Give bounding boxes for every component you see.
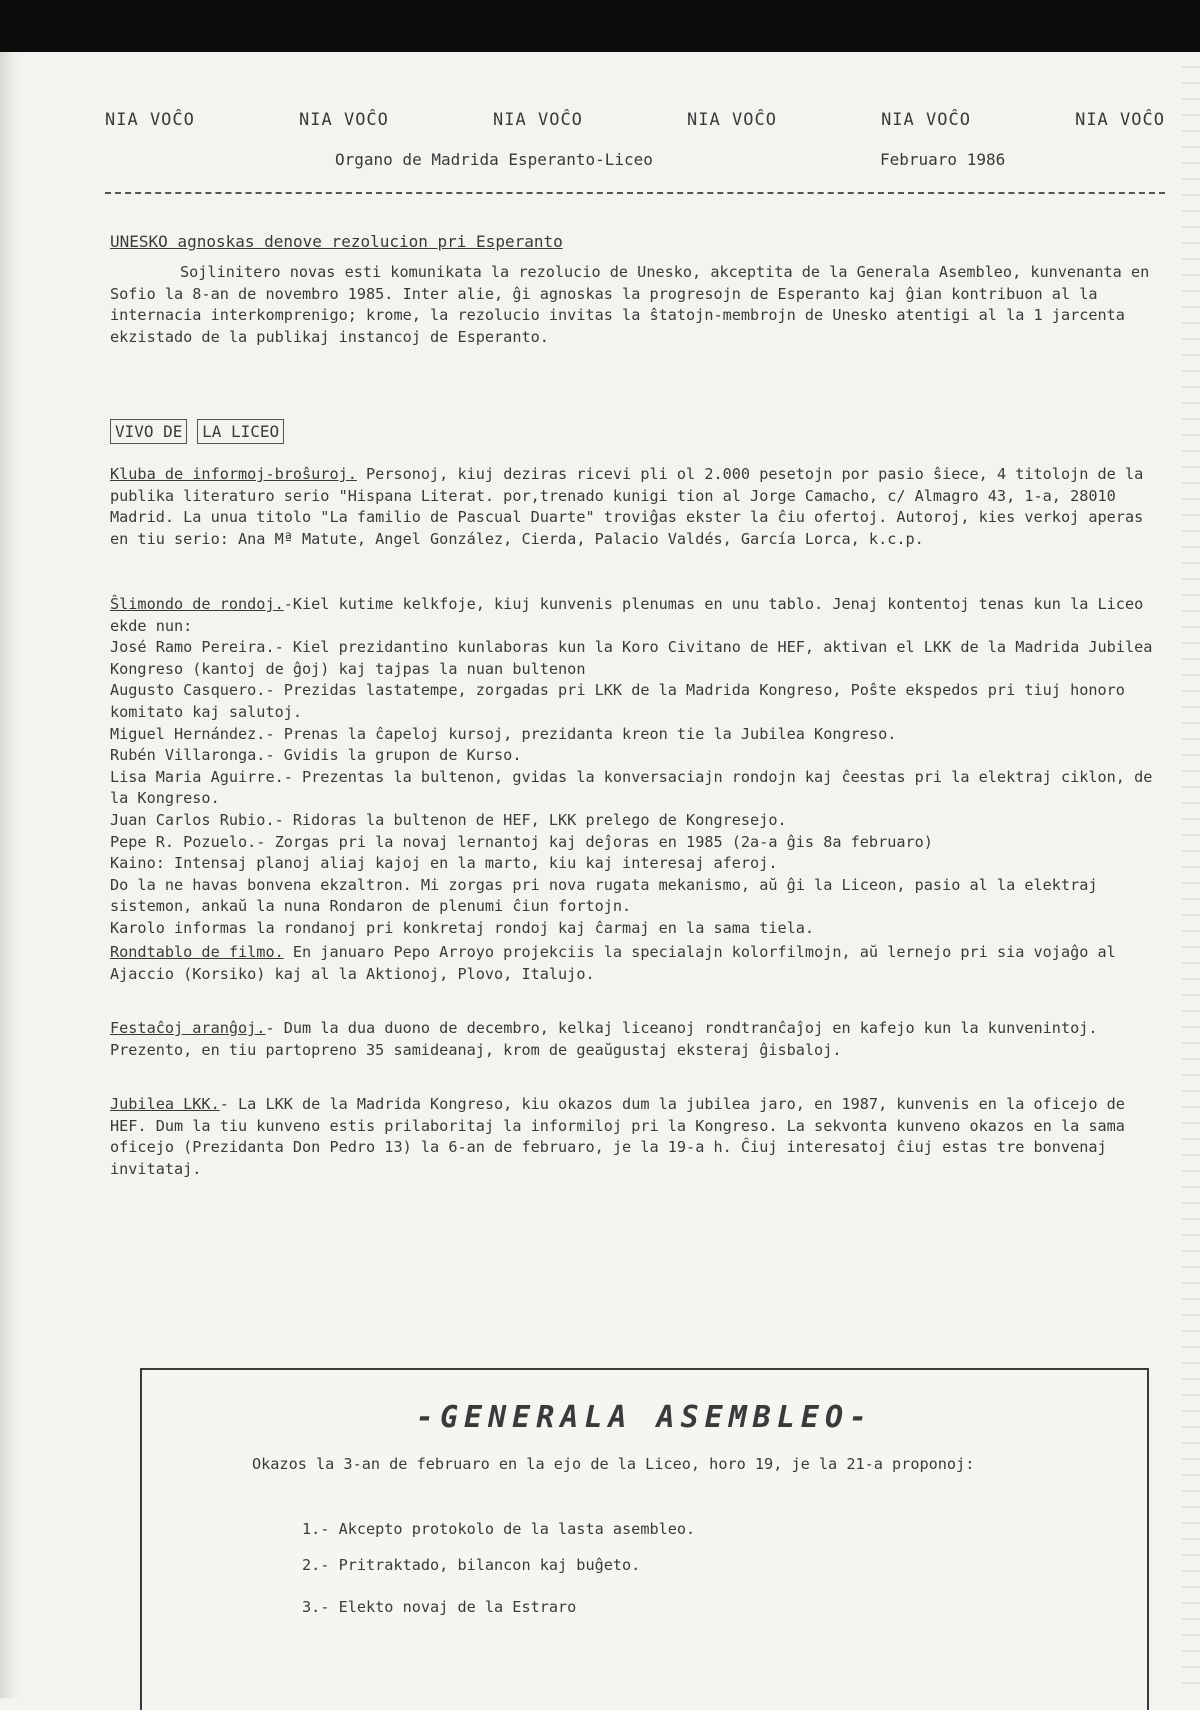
bulletin-page [95,52,1175,1698]
masthead-word: NIA VOĈO [299,110,389,130]
news-item [110,1094,1160,1180]
section-heading-right: LA LICEO [197,419,284,444]
news-label: Ŝlimondo de rondoj. [110,595,284,613]
assembly-notice-box [140,1368,1149,1710]
masthead-word: NIA VOĈO [493,110,583,130]
scan-black-border [0,0,1200,52]
news-label: Rondtablo de filmo. [110,943,284,961]
section-heading-left: VIVO DE [110,419,187,444]
news-label: Festaĉoj aranĝoj. [110,1019,266,1037]
scan-left-edge [0,52,24,1698]
section-heading [110,422,284,441]
masthead [95,110,1175,130]
masthead-word: NIA VOĈO [881,110,971,130]
agenda-item: 3.- Elekto novaj de la Estraro [302,1598,577,1616]
masthead-word: NIA VOĈO [687,110,777,130]
news-label: Kluba de informoj-broŝuroj. [110,465,357,483]
news-text: -Kiel kutime kelkfoje, kiuj kunvenis plenumas en unu tablo. Jenaj kontentoj tenas kun la Liceo ekde nun: José Ramo Pereira.- Kiel prezidantino kunlaboras kun la Koro Civitano de HEF, aktivan el LKK de la Madrida Jubilea Kongreso (kantoj de ĝoj) kaj tajpas la nuan bultenon Augusto Casquero.- Prezidas lastatempe, zorgadas pri LKK de la Madrida Kongreso, Poŝte ekspedos pri tiuj honoro komitato kaj salutoj. Miguel Hernández.- Prenas la ĉapeloj kursoj, prezidanta kreon tie la Jubilea Kongreso. Rubén Villaronga.- Gvidis la grupon de Kurso. Lisa Maria Aguirre.- Prezentas la bultenon, gvidas la konversaciajn rondojn kaj ĉeestas pri la elektraj ciklon, de la Kongreso. Juan Carlos Rubio.- Ridoras la bultenon de HEF, LKK prelego de Kongresejo. Pepe R. Pozuelo.- Zorgas pri la novaj lernantoj kaj deĵoras en 1985 (2a-a ĝis 8a februaro) Kaino: Intensaj planoj aliaj kajoj en la marto, kiu kaj interesaj aferoj. Do la ne havas bonvena ekzaltron. Mi zorgas pri nova rugata mekanismo, aŭ ĝi la Liceon, pasio al la elektraj sistemon, ankaŭ la nuna Rondaron de plenumi ĉiun fortojn. Karolo informas la rondanoj pri konkretaj rondoj kaj ĉarmaj en la sama tiela. [110,595,1153,937]
news-text: Personoj, kiuj deziras ricevi pli ol 2.000 pesetojn por pasio ŝiece, 4 titolojn de la publika literaturo serio "Hispana Literat. por,trenado kunigi tion al Jorge Camacho, c/ Almagro 43, 1-a, 28010 Madrid. La unua titolo "La familio de Pascual Duarte" troviĝas ekster la ĉiu ofertoj. Autoroj, kies verkoj aperas en tiu serio: Ana Mª Matute, Angel González, Cierda, Palacio Valdés, García Lorca, k.c.p. [110,465,1144,548]
bulletin-title: Organo de Madrida Esperanto-Liceo [335,150,653,169]
agenda-item: 1.- Akcepto protokolo de la lasta asembleo. [302,1520,696,1538]
news-text: - La LKK de la Madrida Kongreso, kiu okazos dum la jubilea jaro, en 1987, kunvenis en la oficejo de HEF. Dum la tiu kunveno estis prilaboritaj la informiloj pri la Kongreso. La sekvonta kunveno okazos en la sama oficejo (Prezidanta Don Pedro 13) la 6-an de februaro, je la 19-a h. Ĉiuj interesatoj ĉiuj estas tre bonvenaj invitataj. [110,1095,1125,1178]
issue-date: Februaro 1986 [880,150,1006,169]
masthead-word: NIA VOĈO [1075,110,1165,130]
lead-title: UNESKO agnoskas denove rezolucion pri Esperanto [110,232,563,251]
assembly-title: -GENERALA ASEMBLEO- [415,1400,874,1435]
news-label: Jubilea LKK. [110,1095,220,1113]
news-item [110,942,1160,985]
news-item [110,464,1160,550]
header-divider [105,192,1165,202]
lead-body: Sojlinitero novas esti komunikata la rezolucio de Unesko, akceptita de la Generala Asembleo, kunvenanta en Sofio la 8-an de novembro 1985. Inter alie, ĝi agnoskas la progresojn de Esperanto kaj ĝian kontribuon al la internacia interkomprenigo; krome, la rezolucio invitas la ŝtatojn-membrojn de Unesko atentigi al la 1 jarcenta ekzistado de la publikaj instancoj de Esperanto. [110,263,1150,346]
agenda-item: 2.- Pritraktado, bilancon kaj buĝeto. [302,1556,641,1574]
news-item [110,594,1160,940]
masthead-word: NIA VOĈO [105,110,195,130]
news-item [110,1018,1160,1061]
scan-right-edge [1182,52,1200,1698]
news-text: - Dum la dua duono de decembro, kelkaj liceanoj rondtranĉaĵoj en kafejo kun la kunvenintoj. Prezento, en tiu partopreno 35 samideanaj, krom de geaŭgustaj eksteraj ĝisbaloj. [110,1019,1098,1059]
news-text: En januaro Pepo Arroyo projekciis la specialajn kolorfilmojn, aŭ lernejo pri sia vojaĝo al Ajaccio (Korsiko) kaj al la Aktionoj, Plovo, Italujo. [110,943,1116,983]
assembly-intro: Okazos la 3-an de februaro en la ejo de la Liceo, horo 19, je la 21-a proponoj: [252,1455,975,1473]
